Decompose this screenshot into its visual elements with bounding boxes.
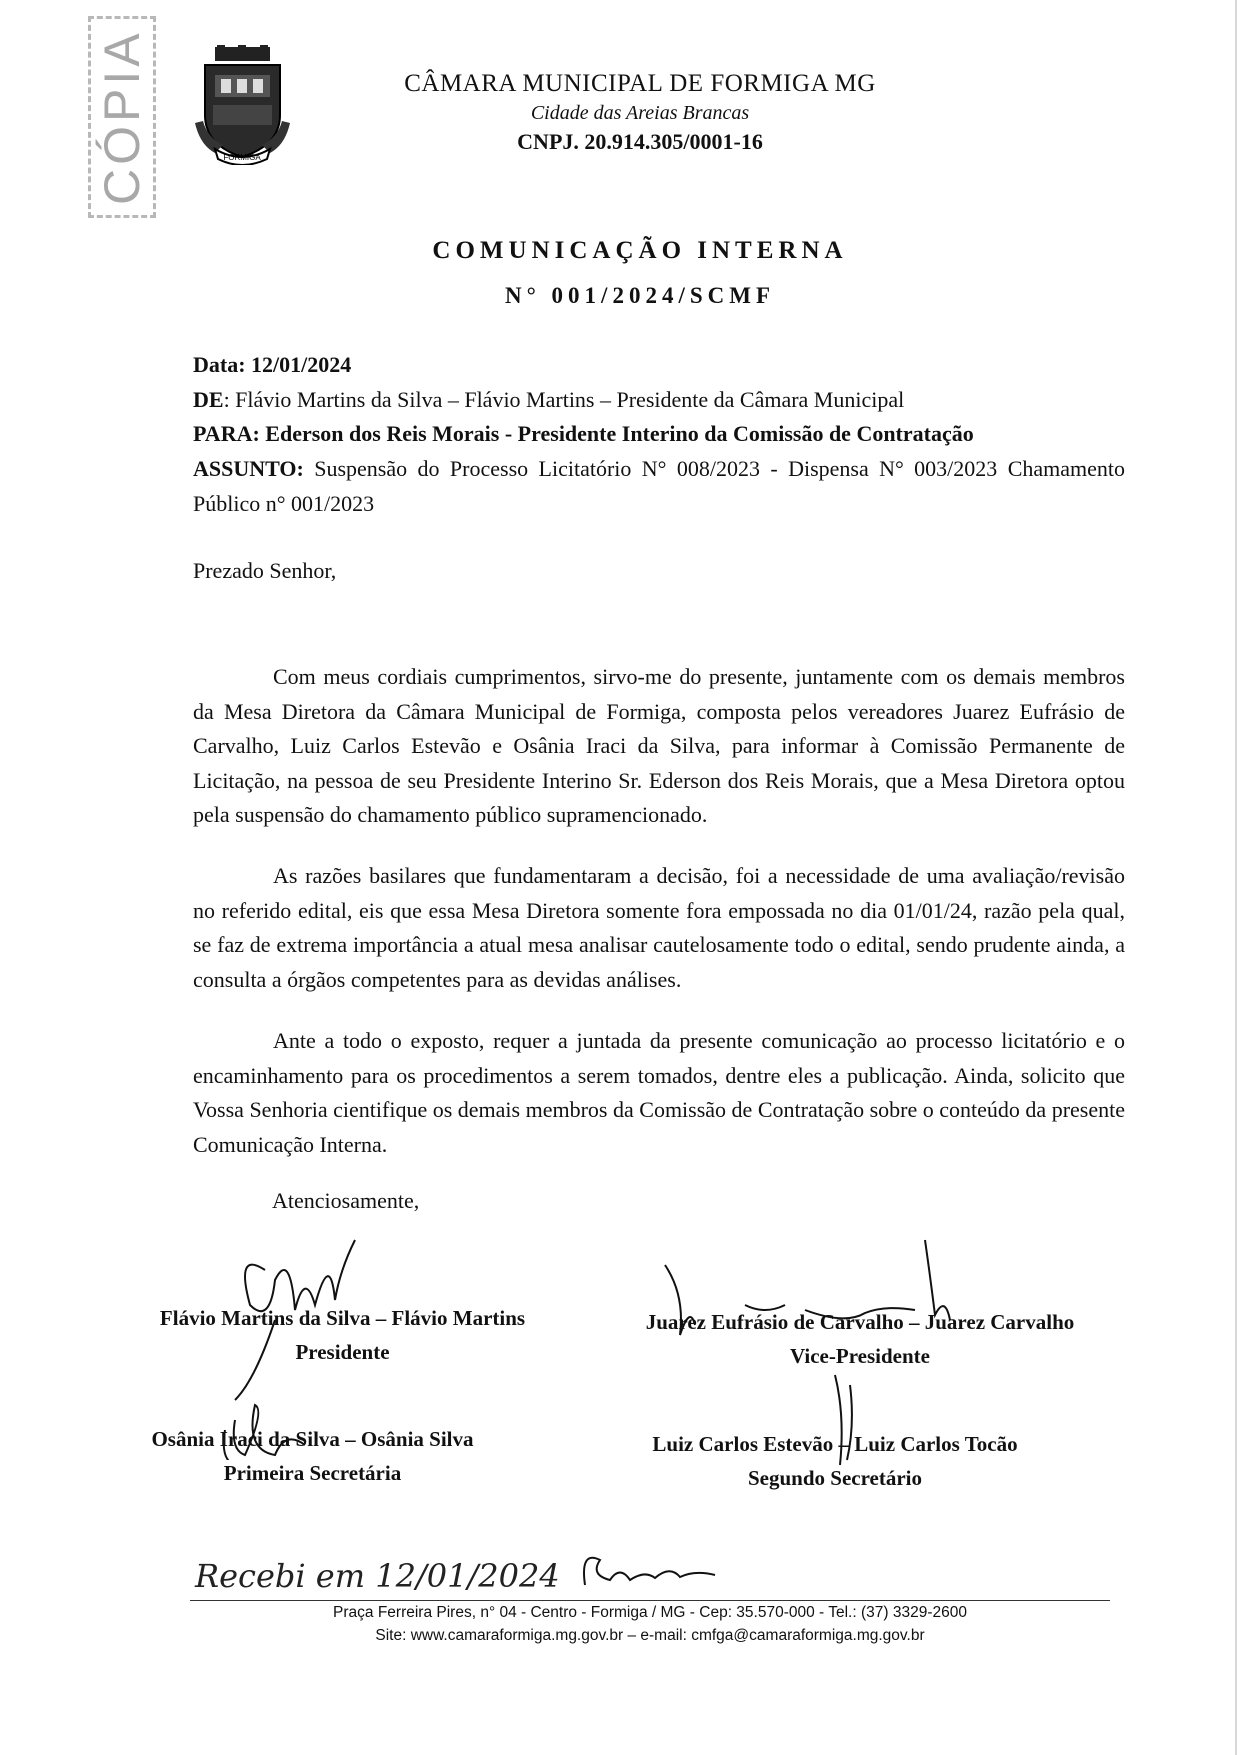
signatory-2-name: Juarez Eufrásio de Carvalho – Juarez Carvalho (645, 1310, 1075, 1334)
footer-address: Praça Ferreira Pires, n° 04 - Centro - Formiga / MG - Cep: 35.570-000 - Tel.: (37) 3329-2600 (333, 1604, 967, 1621)
copy-stamp-text: CÓPIA (88, 16, 156, 218)
memo-from-value: : Flávio Martins da Silva – Flávio Martins – Presidente da Câmara Municipal (223, 387, 905, 412)
copy-stamp (38, 20, 150, 220)
signatory-4-name: Luiz Carlos Estevão – Luiz Carlos Tocão (652, 1432, 1018, 1456)
signatory-4-role: Segundo Secretário (747, 1466, 923, 1490)
seal-label: FORMIGA (223, 153, 261, 162)
institution-name: CÂMARA MUNICIPAL DE FORMIGA MG (404, 70, 876, 97)
memo-subject (193, 452, 1125, 521)
institution-cnpj: CNPJ. 20.914.305/0001-16 (517, 129, 763, 154)
signatory-3-role: Primeira Secretária (223, 1461, 402, 1485)
signatory-1-role: Presidente (295, 1340, 390, 1364)
body-paragraph-2: As razões basilares que fundamentaram a decisão, foi a necessidade de uma avaliação/revisão no referido edital, eis que essa Mesa Diretora somente fora empossada no dia 01/01/24, razão pela qual, se faz de extrema importância a atual mesa analisar cautelosamente todo o edital, sendo prudente ainda, a consulta a órgãos competentes para as devidas análises. (193, 863, 1125, 992)
closing: Atenciosamente, (272, 1188, 420, 1213)
memo-from (193, 387, 904, 413)
memo-title: COMUNICAÇÃO INTERNA (432, 237, 848, 264)
signatory-1-name: Flávio Martins da Silva – Flávio Martins (159, 1306, 526, 1330)
memo-from-label: DE (193, 387, 224, 412)
received-note: Recebi em 12/01/2024 (195, 1557, 560, 1595)
memo-subject-value: Suspensão do Processo Licitatório N° 008/2023 - Dispensa N° 003/2023 Chamamento Público n° 001/2023 (193, 456, 1125, 516)
body-paragraph-1: Com meus cordiais cumprimentos, sirvo-me do presente, juntamente com os demais membros da Mesa Diretora da Câmara Municipal de Formiga, composta pelos vereadores Juarez Eufrásio de Carvalho, Luiz Carlos Estevão e Osânia Iraci da Silva, para informar à Comissão Permanente de Licitação, na pessoa de seu Presidente Interino Sr. Ederson dos Reis Morais, que a Mesa Diretora optou pela suspensão do chamamento público supramencionado. (193, 664, 1125, 827)
municipal-seal-icon (195, 45, 290, 165)
footer-divider (190, 1600, 1110, 1601)
memo-number: N° 001/2024/SCMF (505, 283, 775, 308)
received-signature-icon (575, 1545, 725, 1595)
memo-date: Data: 12/01/2024 (193, 352, 352, 377)
memo-to: PARA: Ederson dos Reis Morais - Presidente Interino da Comissão de Contratação (193, 421, 974, 446)
scan-edge-line (1235, 0, 1237, 1755)
signatory-2-role: Vice-Presidente (790, 1344, 930, 1368)
institution-motto: Cidade das Areias Brancas (530, 102, 750, 124)
footer-contact: Site: www.camaraformiga.mg.gov.br – e-mail: cmfga@camaraformiga.mg.gov.br (375, 1627, 925, 1644)
salutation: Prezado Senhor, (193, 558, 337, 583)
signatory-3-name: Osânia Iraci da Silva – Osânia Silva (151, 1427, 474, 1451)
body-paragraph-3: Ante a todo o exposto, requer a juntada da presente comunicação ao processo licitatório e o encaminhamento para os procedimentos a serem tomados, dentre eles a publicação. Ainda, solicito que Vossa Senhoria cientifique os demais membros da Comissão de Contratação sobre o conteúdo da presente Comunicação Interna. (193, 1028, 1125, 1157)
memo-subject-label: ASSUNTO: (193, 456, 304, 481)
